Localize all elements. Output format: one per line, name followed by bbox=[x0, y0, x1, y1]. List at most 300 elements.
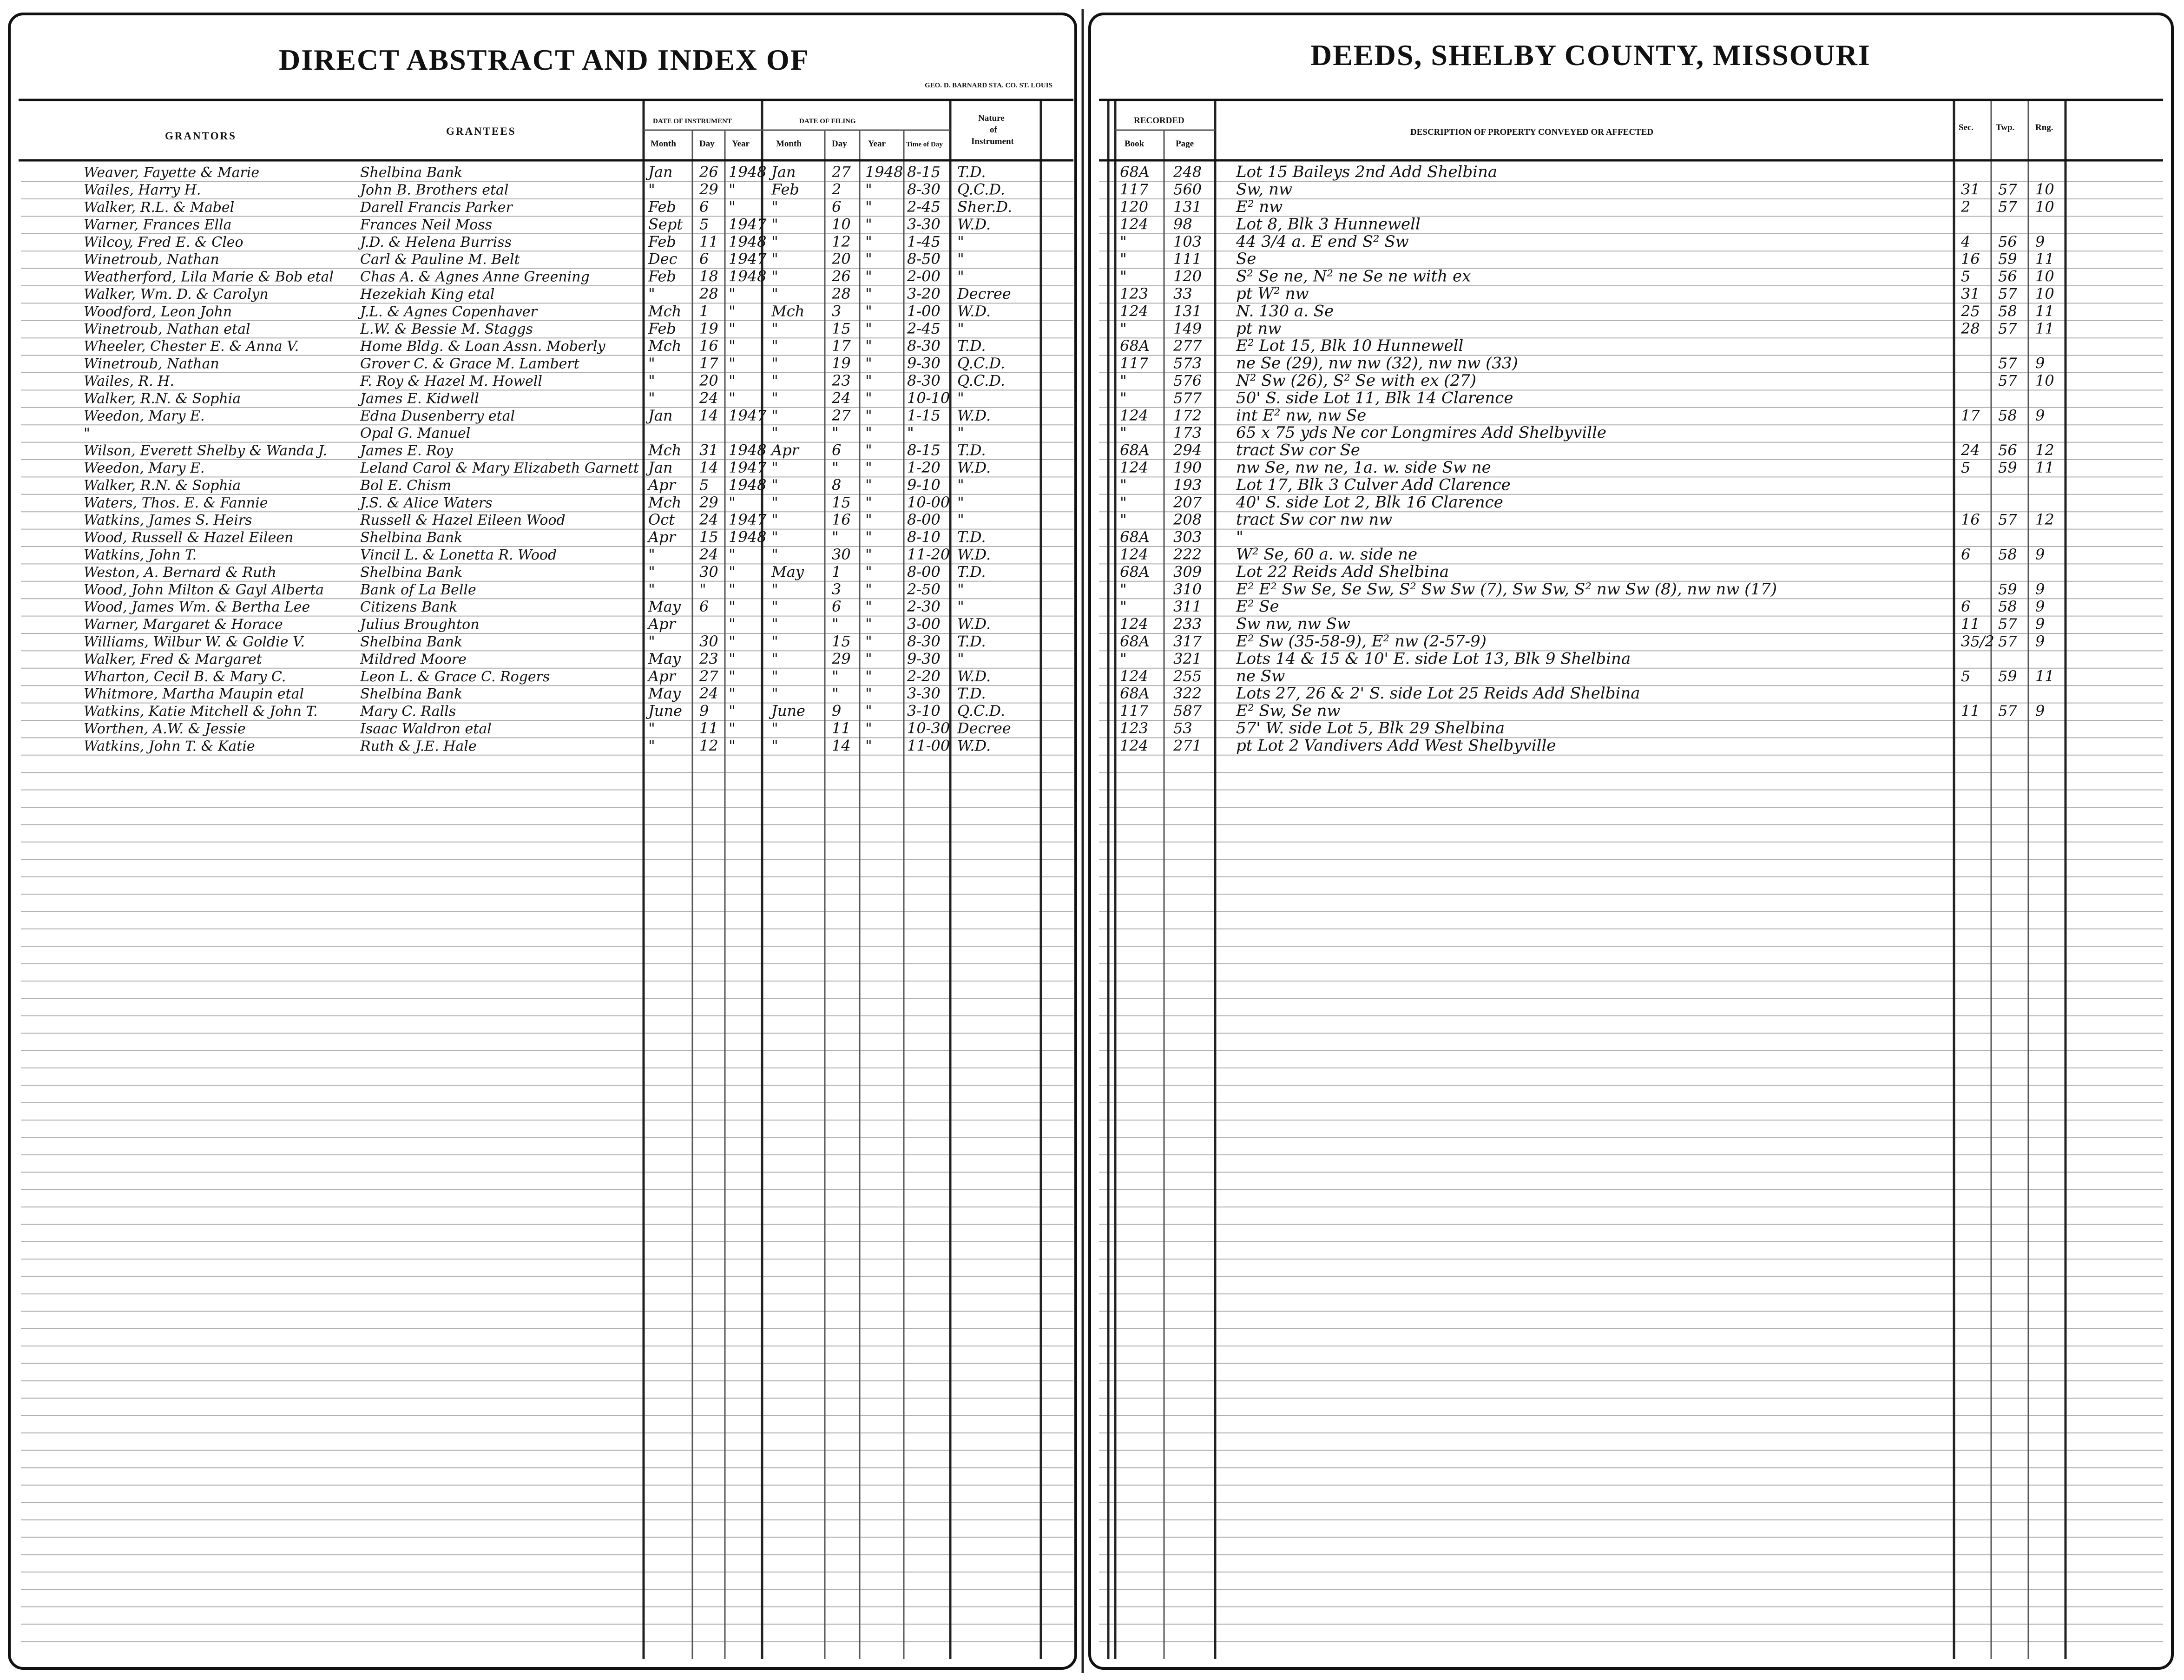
cell-inst-day: 24 bbox=[699, 511, 718, 529]
table-row bbox=[84, 284, 2054, 303]
cell-time: 2-45 bbox=[907, 319, 941, 337]
cell-inst-month: " bbox=[648, 546, 655, 563]
cell-book: 124 bbox=[1120, 615, 1149, 633]
cell-book: " bbox=[1120, 372, 1127, 389]
cell-description: E² Se bbox=[1236, 597, 1279, 616]
cell-file-year: " bbox=[865, 372, 872, 389]
cell-grantor: Wheeler, Chester E. & Anna V. bbox=[84, 338, 299, 355]
cell-time: 11-00 bbox=[907, 737, 950, 755]
cell-inst-day: 6 bbox=[699, 198, 709, 216]
cell-inst-month: " bbox=[648, 632, 655, 650]
cell-time: 8-10 bbox=[907, 528, 941, 546]
cell-inst-year: " bbox=[729, 372, 736, 389]
cell-rng: 10 bbox=[2035, 198, 2054, 216]
cell-nature: T.D. bbox=[957, 632, 986, 650]
header-rng: Rng. bbox=[2035, 123, 2053, 132]
cell-description: pt Lot 2 Vandivers Add West Shelbyville bbox=[1236, 736, 1556, 755]
cell-time: 1-15 bbox=[907, 406, 941, 424]
cell-description: E² Sw (35-58-9), E² nw (2-57-9) bbox=[1236, 632, 1487, 651]
cell-file-year: " bbox=[865, 667, 872, 685]
cell-grantee: Bol E. Chism bbox=[360, 477, 451, 494]
cell-rng: 9 bbox=[2035, 580, 2045, 598]
cell-description: " bbox=[1236, 527, 1243, 547]
cell-file-month: " bbox=[771, 459, 778, 476]
cell-inst-day: 5 bbox=[699, 215, 709, 233]
cell-file-month: " bbox=[771, 389, 778, 407]
cell-grantor: Wood, Russell & Hazel Eileen bbox=[84, 529, 294, 546]
cell-file-year: " bbox=[865, 180, 872, 198]
cell-inst-day: " bbox=[699, 580, 706, 598]
cell-nature: " bbox=[957, 232, 964, 250]
cell-file-month: June bbox=[771, 702, 805, 720]
cell-time: 2-50 bbox=[907, 580, 941, 598]
cell-grantee: Citizens Bank bbox=[360, 599, 458, 616]
cell-twp: 57 bbox=[1998, 632, 2017, 650]
cell-time: 3-00 bbox=[907, 615, 941, 633]
cell-file-year: " bbox=[865, 476, 872, 494]
cell-time: 1-45 bbox=[907, 232, 941, 250]
cell-file-month: " bbox=[771, 232, 778, 250]
cell-page: 248 bbox=[1173, 163, 1202, 181]
cell-file-year: " bbox=[865, 615, 872, 633]
cell-sec: 5 bbox=[1961, 667, 1971, 685]
cell-description: E² E² Sw Se, Se Sw, S² Sw Sw (7), Sw Sw, S² nw Sw (8), nw nw (17) bbox=[1236, 580, 1777, 599]
cell-inst-month: Dec bbox=[648, 250, 678, 268]
cell-file-day: 6 bbox=[832, 441, 842, 459]
cell-inst-day: 5 bbox=[699, 476, 709, 494]
cell-inst-day: 30 bbox=[699, 563, 718, 581]
cell-book: 68A bbox=[1120, 528, 1150, 546]
cell-book: 68A bbox=[1120, 632, 1150, 650]
cell-grantee: Ruth & J.E. Hale bbox=[360, 738, 477, 755]
cell-file-month: " bbox=[771, 354, 778, 372]
table-row bbox=[84, 423, 1606, 442]
cell-inst-day: 6 bbox=[699, 250, 709, 268]
table-row bbox=[84, 163, 1497, 181]
cell-time: 9-30 bbox=[907, 650, 941, 668]
cell-grantee: Vincil L. & Lonetta R. Wood bbox=[360, 547, 557, 563]
cell-file-day: 26 bbox=[832, 267, 851, 285]
cell-inst-year: " bbox=[729, 702, 736, 720]
cell-file-year: " bbox=[865, 215, 872, 233]
cell-file-month: " bbox=[771, 372, 778, 389]
cell-inst-month: May bbox=[648, 685, 681, 703]
cell-rng: 10 bbox=[2035, 372, 2054, 389]
table-row bbox=[84, 441, 2054, 460]
cell-file-month: " bbox=[771, 650, 778, 668]
cell-grantor: Warner, Margaret & Horace bbox=[84, 616, 283, 633]
cell-grantee: L.W. & Bessie M. Staggs bbox=[360, 321, 533, 337]
cell-file-year: " bbox=[865, 354, 872, 372]
cell-book: 124 bbox=[1120, 302, 1149, 320]
cell-book: 124 bbox=[1120, 406, 1149, 424]
header-inst-day: Day bbox=[699, 139, 715, 149]
header-inst-year: Year bbox=[732, 139, 750, 149]
cell-file-day: 8 bbox=[832, 476, 842, 494]
cell-sec: 16 bbox=[1961, 511, 1980, 529]
cell-grantee: F. Roy & Hazel M. Howell bbox=[360, 373, 542, 389]
cell-inst-day: 30 bbox=[699, 632, 718, 650]
cell-file-month: " bbox=[771, 667, 778, 685]
cell-twp: 57 bbox=[1998, 511, 2017, 529]
cell-description: E² Lot 15, Blk 10 Hunnewell bbox=[1236, 336, 1464, 356]
cell-book: 68A bbox=[1120, 685, 1150, 703]
cell-book: " bbox=[1120, 580, 1127, 598]
cell-book: " bbox=[1120, 650, 1127, 668]
cell-time: 3-30 bbox=[907, 685, 941, 703]
cell-grantor: Weedon, Mary E. bbox=[84, 460, 205, 476]
cell-file-month: Apr bbox=[771, 441, 799, 459]
cell-rng: 9 bbox=[2035, 406, 2045, 424]
cell-file-month: Mch bbox=[771, 302, 805, 320]
cell-file-year: " bbox=[865, 198, 872, 216]
cell-time: 2-20 bbox=[907, 667, 941, 685]
cell-twp: 57 bbox=[1998, 354, 2017, 372]
entry-rows bbox=[84, 163, 2054, 755]
cell-inst-year: " bbox=[729, 615, 736, 633]
cell-file-year: " bbox=[865, 302, 872, 320]
cell-page: 222 bbox=[1173, 546, 1202, 563]
cell-file-day: 30 bbox=[832, 546, 851, 563]
cell-file-day: 20 bbox=[832, 250, 851, 268]
cell-inst-year: " bbox=[729, 389, 736, 407]
cell-time: 10-30 bbox=[907, 719, 950, 737]
cell-nature: Q.C.D. bbox=[957, 372, 1006, 389]
page-title-right: DEEDS, SHELBY COUNTY, MISSOURI bbox=[1310, 39, 1871, 72]
cell-inst-month: May bbox=[648, 598, 681, 616]
cell-inst-year: " bbox=[729, 180, 736, 198]
cell-inst-day: 17 bbox=[699, 354, 718, 372]
cell-file-month: " bbox=[771, 337, 778, 355]
cell-nature: W.D. bbox=[957, 737, 991, 755]
cell-inst-day: 31 bbox=[699, 441, 718, 459]
cell-grantor: Whitmore, Martha Maupin etal bbox=[84, 686, 304, 703]
cell-time: 2-00 bbox=[907, 267, 941, 285]
cell-nature: " bbox=[957, 511, 964, 529]
cell-sec: 24 bbox=[1961, 441, 1980, 459]
cell-nature: Decree bbox=[957, 719, 1011, 737]
cell-file-day: " bbox=[832, 459, 839, 476]
cell-rng: 11 bbox=[2035, 667, 2054, 685]
cell-book: 123 bbox=[1120, 719, 1149, 737]
cell-file-year: " bbox=[865, 580, 872, 598]
cell-inst-day: 28 bbox=[699, 285, 718, 303]
cell-twp: 57 bbox=[1998, 319, 2017, 337]
cell-rng: 11 bbox=[2035, 302, 2054, 320]
cell-inst-year: " bbox=[729, 650, 736, 668]
cell-file-year: " bbox=[865, 702, 872, 720]
cell-page: 33 bbox=[1173, 285, 1192, 303]
cell-page: 277 bbox=[1173, 337, 1202, 355]
cell-file-month: " bbox=[771, 685, 778, 703]
cell-description: nw Se, nw ne, 1a. w. side Sw ne bbox=[1236, 458, 1491, 477]
cell-file-day: 15 bbox=[832, 632, 851, 650]
cell-description: Lot 8, Blk 3 Hunnewell bbox=[1236, 215, 1421, 234]
cell-time: 11-20 bbox=[907, 546, 950, 563]
cell-rng: 11 bbox=[2035, 459, 2054, 476]
cell-file-month: " bbox=[771, 215, 778, 233]
cell-grantee: Isaac Waldron etal bbox=[360, 721, 492, 737]
cell-nature: " bbox=[957, 389, 964, 407]
cell-inst-day: 14 bbox=[699, 406, 718, 424]
table-row bbox=[84, 736, 1556, 755]
cell-grantor: Worthen, A.W. & Jessie bbox=[84, 721, 246, 737]
cell-file-month: Feb bbox=[771, 180, 799, 198]
cell-grantor: Winetroub, Nathan bbox=[84, 251, 219, 268]
cell-inst-day: 15 bbox=[699, 528, 718, 546]
cell-grantee: Chas A. & Agnes Anne Greening bbox=[360, 269, 590, 285]
cell-file-month: " bbox=[771, 615, 778, 633]
table-row bbox=[84, 180, 2054, 199]
table-row bbox=[84, 562, 1449, 581]
cell-nature: " bbox=[957, 598, 964, 616]
cell-page: 294 bbox=[1173, 441, 1202, 459]
cell-file-day: 15 bbox=[832, 319, 851, 337]
cell-file-day: 27 bbox=[832, 406, 851, 424]
cell-file-year: " bbox=[865, 232, 872, 250]
cell-page: 233 bbox=[1173, 615, 1202, 633]
header-nature-1: Nature bbox=[978, 113, 1005, 123]
cell-time: 8-15 bbox=[907, 163, 941, 181]
cell-inst-month: Mch bbox=[648, 302, 682, 320]
cell-book: 68A bbox=[1120, 441, 1150, 459]
cell-file-day: 28 bbox=[832, 285, 851, 303]
cell-description: ne Se (29), nw nw (32), nw nw (33) bbox=[1236, 354, 1518, 373]
cell-time: 8-00 bbox=[907, 563, 941, 581]
cell-description: ne Sw bbox=[1236, 666, 1285, 685]
cell-inst-year: " bbox=[729, 685, 736, 703]
cell-nature: " bbox=[957, 493, 964, 511]
cell-sec: 11 bbox=[1961, 702, 1980, 720]
cell-file-day: 19 bbox=[832, 354, 851, 372]
cell-inst-year: 1948 bbox=[729, 476, 767, 494]
cell-inst-month: " bbox=[648, 372, 655, 389]
cell-inst-month: Jan bbox=[648, 406, 673, 424]
cell-page: 207 bbox=[1173, 493, 1202, 511]
cell-nature: " bbox=[957, 267, 964, 285]
cell-rng: 9 bbox=[2035, 598, 2045, 616]
cell-inst-month: Mch bbox=[648, 493, 682, 511]
cell-nature: T.D. bbox=[957, 685, 986, 703]
cell-book: " bbox=[1120, 511, 1127, 529]
cell-twp: 56 bbox=[1998, 441, 2017, 459]
cell-time: 2-30 bbox=[907, 598, 941, 616]
cell-sec: 11 bbox=[1961, 615, 1980, 633]
cell-inst-day: 24 bbox=[699, 389, 718, 407]
cell-book: " bbox=[1120, 267, 1127, 285]
cell-inst-year: " bbox=[729, 354, 736, 372]
cell-inst-month: Mch bbox=[648, 441, 682, 459]
cell-inst-month: Feb bbox=[648, 267, 676, 285]
table-row bbox=[84, 510, 2054, 529]
cell-grantee: Leon L. & Grace C. Rogers bbox=[360, 668, 550, 685]
cell-page: 303 bbox=[1173, 528, 1202, 546]
cell-grantor: Weedon, Mary E. bbox=[84, 408, 205, 424]
cell-nature: W.D. bbox=[957, 546, 991, 563]
cell-nature: Q.C.D. bbox=[957, 702, 1006, 720]
cell-file-year: " bbox=[865, 424, 872, 442]
table-row bbox=[84, 302, 2054, 320]
cell-grantor: Woodford, Leon John bbox=[84, 303, 232, 320]
cell-file-month: " bbox=[771, 406, 778, 424]
cell-file-day: 11 bbox=[832, 719, 851, 737]
cell-nature: " bbox=[957, 650, 964, 668]
cell-file-day: 2 bbox=[832, 180, 842, 198]
cell-file-year: " bbox=[865, 650, 872, 668]
cell-sec: 35/2 bbox=[1961, 632, 1994, 650]
cell-page: 111 bbox=[1173, 250, 1202, 268]
cell-book: 124 bbox=[1120, 667, 1149, 685]
cell-twp: 56 bbox=[1998, 267, 2017, 285]
cell-file-year: " bbox=[865, 598, 872, 616]
cell-book: 124 bbox=[1120, 546, 1149, 563]
cell-description: Sw, nw bbox=[1236, 180, 1292, 199]
cell-file-year: " bbox=[865, 441, 872, 459]
cell-page: 576 bbox=[1173, 372, 1202, 389]
cell-grantee: Edna Dusenberry etal bbox=[360, 408, 515, 424]
cell-description: pt W² nw bbox=[1236, 284, 1309, 303]
header-recorded: RECORDED bbox=[1134, 116, 1184, 125]
cell-grantor: Weaver, Fayette & Marie bbox=[84, 165, 260, 181]
header-file-day: Day bbox=[832, 139, 847, 149]
cell-file-year: " bbox=[865, 337, 872, 355]
cell-nature: T.D. bbox=[957, 337, 986, 355]
cell-file-year: " bbox=[865, 459, 872, 476]
cell-time: 9-10 bbox=[907, 476, 941, 494]
cell-grantor: Watkins, John T. bbox=[84, 547, 197, 563]
cell-twp: 58 bbox=[1998, 302, 2017, 320]
cell-twp: 57 bbox=[1998, 198, 2017, 216]
cell-file-year: " bbox=[865, 528, 872, 546]
cell-grantor: Winetroub, Nathan etal bbox=[84, 321, 250, 337]
cell-file-month: May bbox=[771, 563, 804, 581]
cell-nature: W.D. bbox=[957, 215, 991, 233]
cell-inst-year: 1947 bbox=[729, 459, 767, 476]
cell-description: Lot 15 Baileys 2nd Add Shelbina bbox=[1236, 163, 1498, 182]
cell-nature: " bbox=[957, 424, 964, 442]
cell-inst-day: 29 bbox=[699, 180, 718, 198]
cell-time: 3-20 bbox=[907, 285, 941, 303]
cell-time: 3-10 bbox=[907, 702, 941, 720]
cell-inst-month: Feb bbox=[648, 232, 676, 250]
cell-inst-year: " bbox=[729, 719, 736, 737]
cell-inst-year: " bbox=[729, 737, 736, 755]
cell-nature: W.D. bbox=[957, 667, 991, 685]
cell-inst-day: 27 bbox=[699, 667, 718, 685]
cell-inst-month: Jan bbox=[648, 459, 673, 476]
table-row bbox=[84, 667, 2054, 685]
printer-imprint: GEO. D. BARNARD STA. CO. ST. LOUIS bbox=[925, 82, 1053, 89]
cell-file-day: 23 bbox=[832, 372, 851, 389]
cell-twp: 59 bbox=[1998, 667, 2017, 685]
header-nature-2: of bbox=[990, 125, 997, 135]
cell-file-year: " bbox=[865, 250, 872, 268]
cell-book: 68A bbox=[1120, 563, 1150, 581]
cell-sec: 31 bbox=[1961, 180, 1980, 198]
cell-grantor: Wood, James Wm. & Bertha Lee bbox=[84, 599, 310, 616]
cell-time: 3-30 bbox=[907, 215, 941, 233]
cell-book: 123 bbox=[1120, 285, 1149, 303]
cell-grantee: Shelbina Bank bbox=[360, 529, 463, 546]
cell-inst-month: " bbox=[648, 563, 655, 581]
cell-rng: 10 bbox=[2035, 180, 2054, 198]
cell-inst-month: Mch bbox=[648, 337, 682, 355]
cell-inst-day: 1 bbox=[699, 302, 709, 320]
cell-nature: W.D. bbox=[957, 615, 991, 633]
cell-grantee: Leland Carol & Mary Elizabeth Garnett bbox=[360, 460, 639, 476]
cell-book: " bbox=[1120, 250, 1127, 268]
table-row bbox=[84, 475, 1511, 494]
cell-rng: 11 bbox=[2035, 319, 2054, 337]
cell-inst-year: " bbox=[729, 598, 736, 616]
table-row bbox=[84, 354, 2045, 373]
cell-inst-year: " bbox=[729, 319, 736, 337]
cell-sec: 5 bbox=[1961, 459, 1971, 476]
cell-inst-year: 1947 bbox=[729, 250, 767, 268]
cell-page: 190 bbox=[1173, 459, 1202, 476]
cell-grantee: Shelbina Bank bbox=[360, 686, 463, 703]
cell-file-day: 27 bbox=[832, 163, 851, 181]
cell-inst-year: " bbox=[729, 302, 736, 320]
cell-twp: 56 bbox=[1998, 232, 2017, 250]
cell-rng: 9 bbox=[2035, 232, 2045, 250]
cell-file-year: " bbox=[865, 267, 872, 285]
cell-inst-year: 1948 bbox=[729, 441, 767, 459]
cell-file-day: 9 bbox=[832, 702, 842, 720]
cell-file-month: " bbox=[771, 719, 778, 737]
cell-rng: 9 bbox=[2035, 615, 2045, 633]
cell-sec: 31 bbox=[1961, 285, 1980, 303]
cell-file-month: " bbox=[771, 511, 778, 529]
cell-file-month: " bbox=[771, 476, 778, 494]
cell-file-year: " bbox=[865, 632, 872, 650]
cell-twp: 59 bbox=[1998, 580, 2017, 598]
cell-grantor: Wharton, Cecil B. & Mary C. bbox=[84, 668, 286, 685]
table-row bbox=[84, 458, 2054, 477]
cell-page: 309 bbox=[1173, 563, 1202, 581]
cell-inst-year: " bbox=[729, 493, 736, 511]
cell-time: 8-30 bbox=[907, 372, 941, 389]
cell-grantor: Weston, A. Bernard & Ruth bbox=[84, 564, 276, 581]
cell-nature: Q.C.D. bbox=[957, 180, 1006, 198]
cell-description: E² Sw, Se nw bbox=[1236, 701, 1341, 720]
cell-book: 68A bbox=[1120, 163, 1150, 181]
cell-file-day: 16 bbox=[832, 511, 851, 529]
cell-description: 65 x 75 yds Ne cor Longmires Add Shelbyville bbox=[1236, 423, 1607, 442]
cell-grantor: Walker, R.N. & Sophia bbox=[84, 477, 241, 494]
cell-file-month: " bbox=[771, 424, 778, 442]
ledger-rulings bbox=[21, 182, 2163, 1642]
cell-book: " bbox=[1120, 476, 1127, 494]
cell-sec: 6 bbox=[1961, 546, 1971, 563]
cell-file-month: " bbox=[771, 285, 778, 303]
cell-grantor: Wailes, Harry H. bbox=[84, 182, 201, 198]
cell-description: Se bbox=[1236, 250, 1256, 269]
cell-time: 8-30 bbox=[907, 632, 941, 650]
cell-grantor: Warner, Frances Ella bbox=[84, 217, 232, 233]
cell-twp: 59 bbox=[1998, 459, 2017, 476]
cell-file-year: " bbox=[865, 719, 872, 737]
cell-file-month: " bbox=[771, 546, 778, 563]
header-book: Book bbox=[1125, 139, 1145, 149]
cell-description: 50' S. side Lot 11, Blk 14 Clarence bbox=[1236, 389, 1513, 408]
table-row bbox=[84, 545, 2045, 564]
cell-file-day: 12 bbox=[832, 232, 851, 250]
header-sec: Sec. bbox=[1959, 123, 1974, 132]
cell-page: 311 bbox=[1173, 598, 1202, 616]
cell-file-month: " bbox=[771, 198, 778, 216]
table-row bbox=[84, 319, 2054, 338]
